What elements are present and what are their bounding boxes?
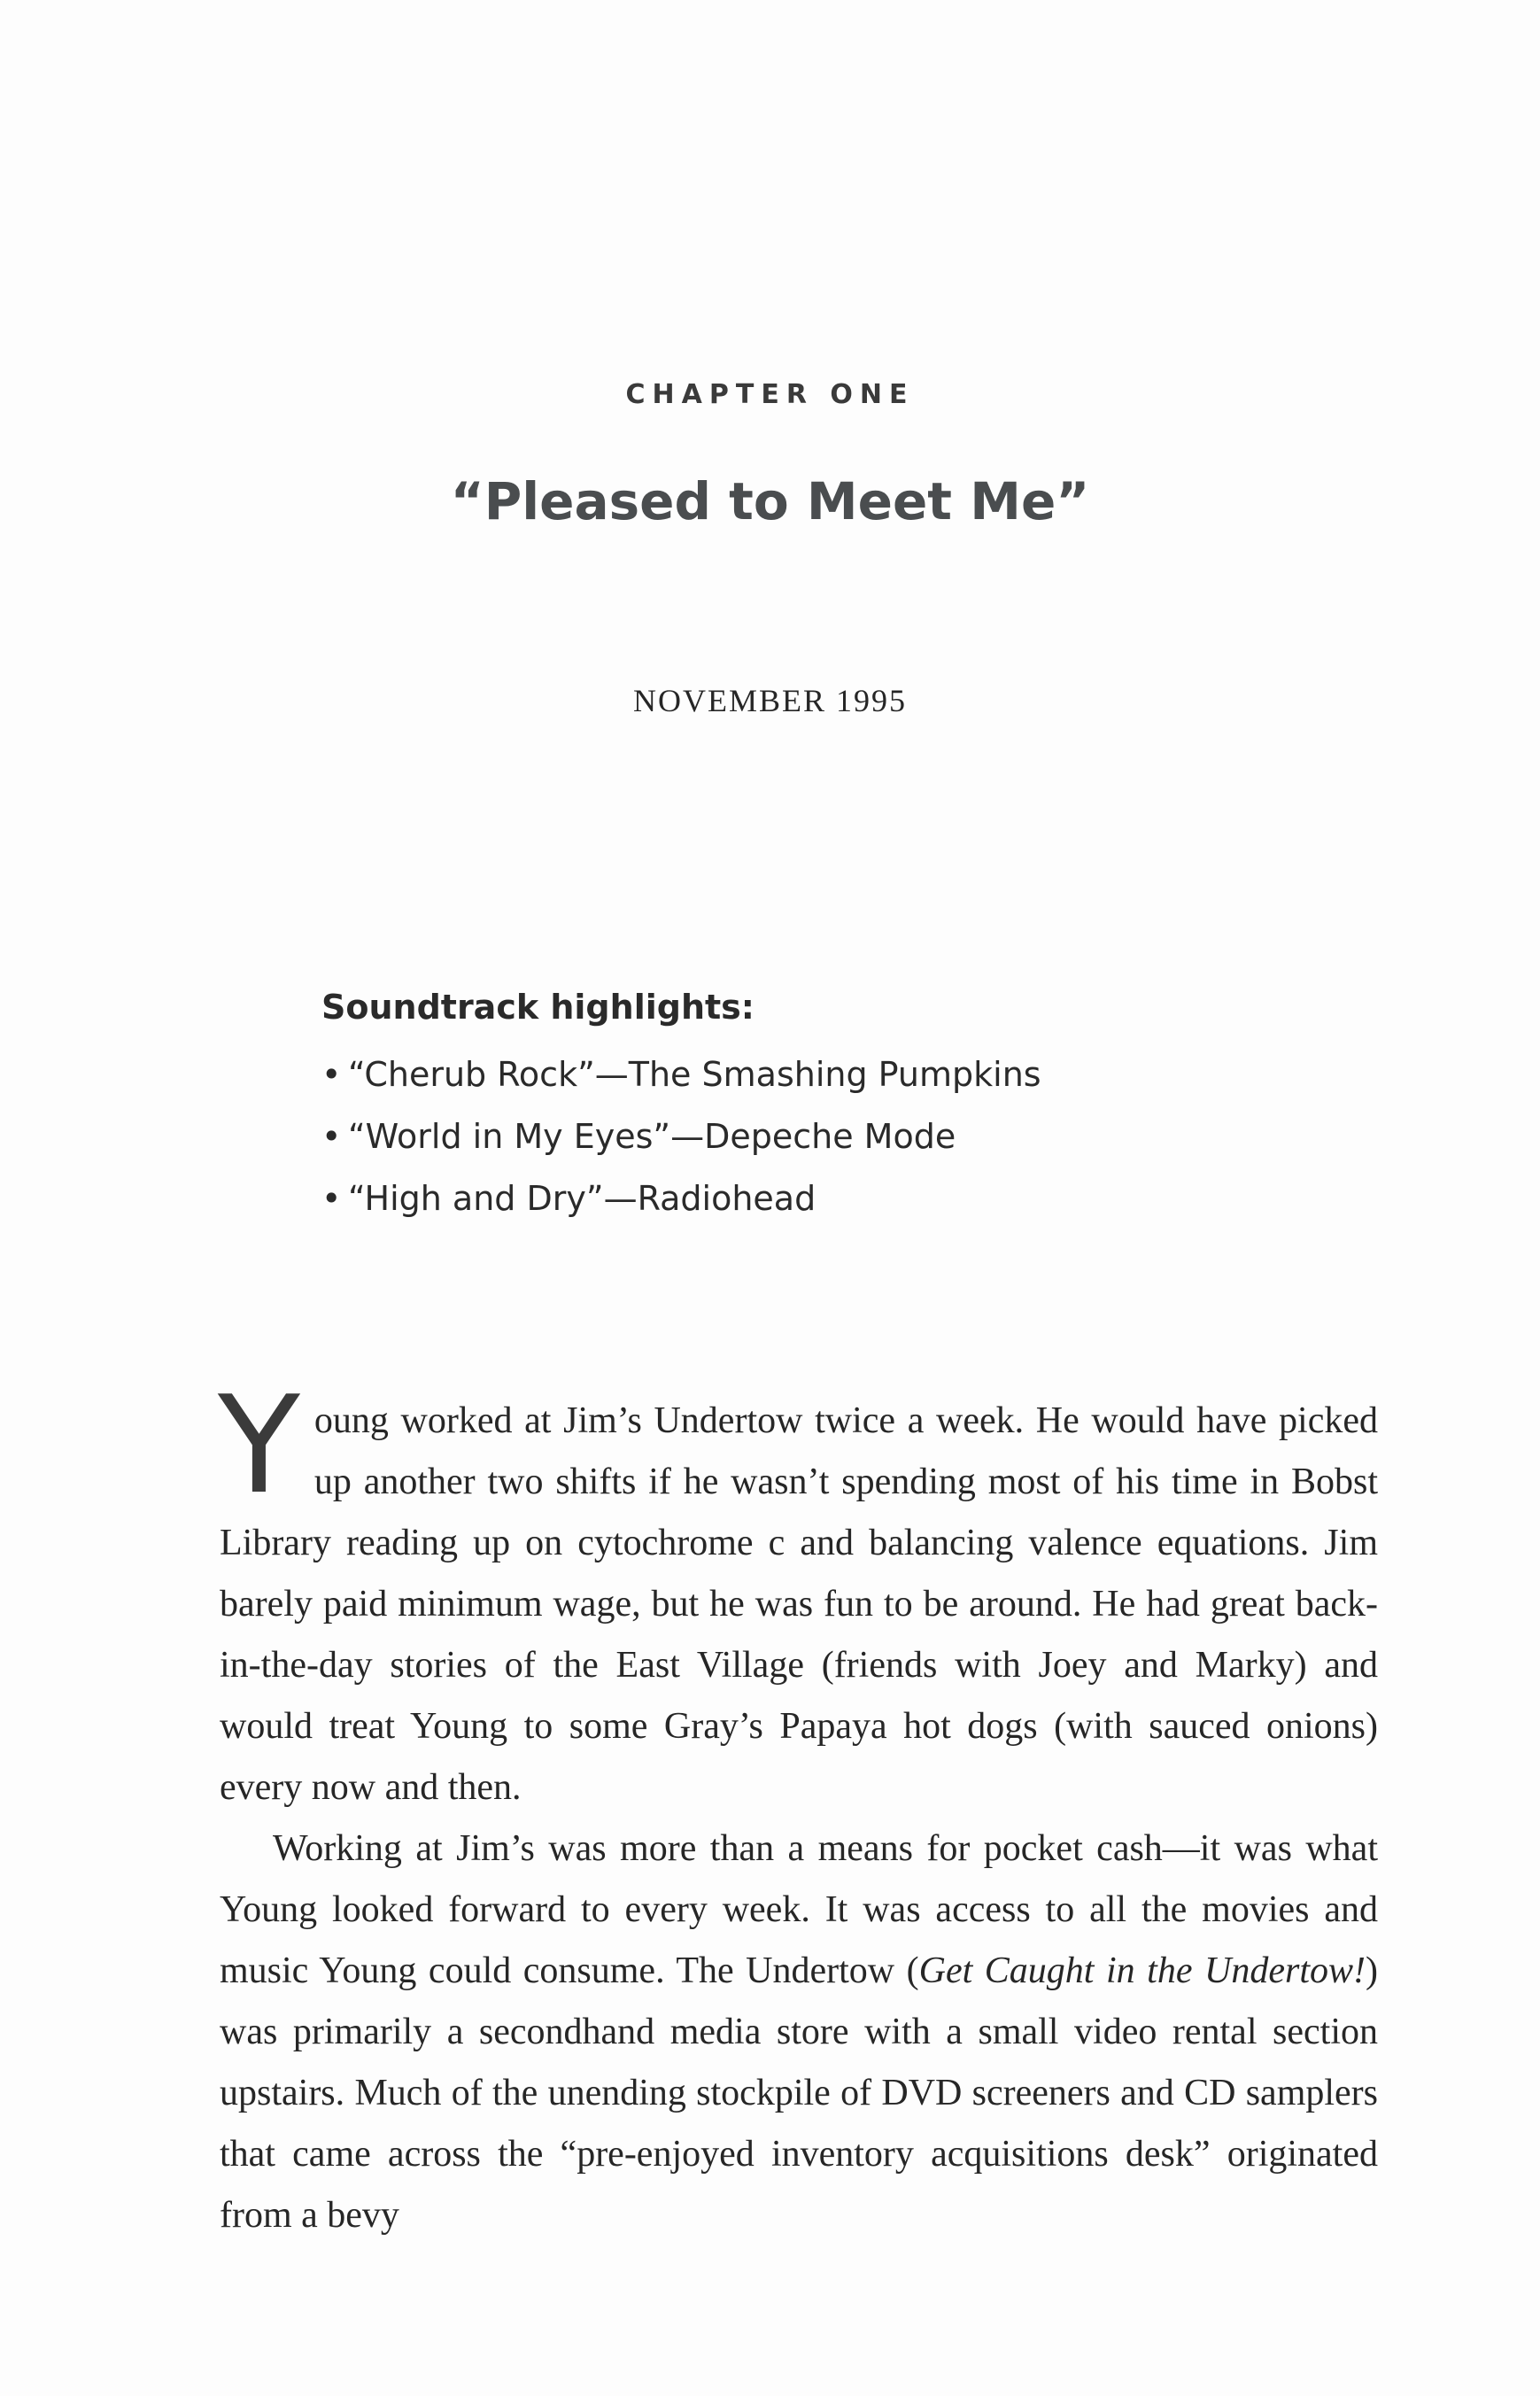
bullet-icon: • [321, 1055, 342, 1094]
paragraph-1-text: oung worked at Jim’s Undertow twice a week. He would have picked up another two shifts if he wasn’t spending most of his time in Bobst Library reading up on cytochrome c and balancing valence equations. Jim barely paid minimum wage, but he was fun to be around. He had great back-in-the-day stories of the East Village (friends with Joey and Marky) and would treat Young to some Gray’s Papaya hot dogs (with sauced onions) every now and then. [220, 1400, 1378, 1808]
soundtrack-heading: Soundtrack highlights: [321, 988, 755, 1027]
bullet-icon: • [321, 1179, 342, 1218]
soundtrack-section [321, 983, 1296, 1229]
store-slogan: Get Caught in the Undertow! [918, 1950, 1366, 1991]
chapter-title: “Pleased to Meet Me” [450, 471, 1090, 531]
bullet-icon: • [321, 1117, 342, 1156]
list-item [321, 1167, 1296, 1229]
soundtrack-item: “Cherub Rock”—The Smashing Pumpkins [348, 1055, 1041, 1094]
soundtrack-item: “High and Dry”—Radiohead [348, 1179, 816, 1218]
paragraph-2-text-a: Working at Jim’s was more than a means for pocket cash—it was what Young looked forward to every week. It was access to all the movies and music Young could consume. The Undertow ( [220, 1828, 1378, 1991]
soundtrack-item: “World in My Eyes”—Depeche Mode [348, 1117, 956, 1156]
paragraph-2 [220, 1818, 1378, 2246]
list-item [321, 1043, 1296, 1105]
paragraph-1 [218, 1367, 1378, 1818]
list-item [321, 1105, 1296, 1167]
soundtrack-list [321, 1043, 1296, 1229]
body-text [218, 1367, 1379, 2246]
chapter-date: NOVEMBER 1995 [632, 683, 907, 718]
chapter-label: CHAPTER ONE [625, 379, 915, 410]
paragraph-2-text-b: ) was primarily a secondhand media store with a small video rental section upstairs. Much of the unending stockpile of DVD screeners and CD samplers that came across the “pre-enjoyed inventory acquisitions desk” originated from a bevy [220, 1950, 1379, 2236]
drop-cap: Y [218, 1367, 300, 1524]
